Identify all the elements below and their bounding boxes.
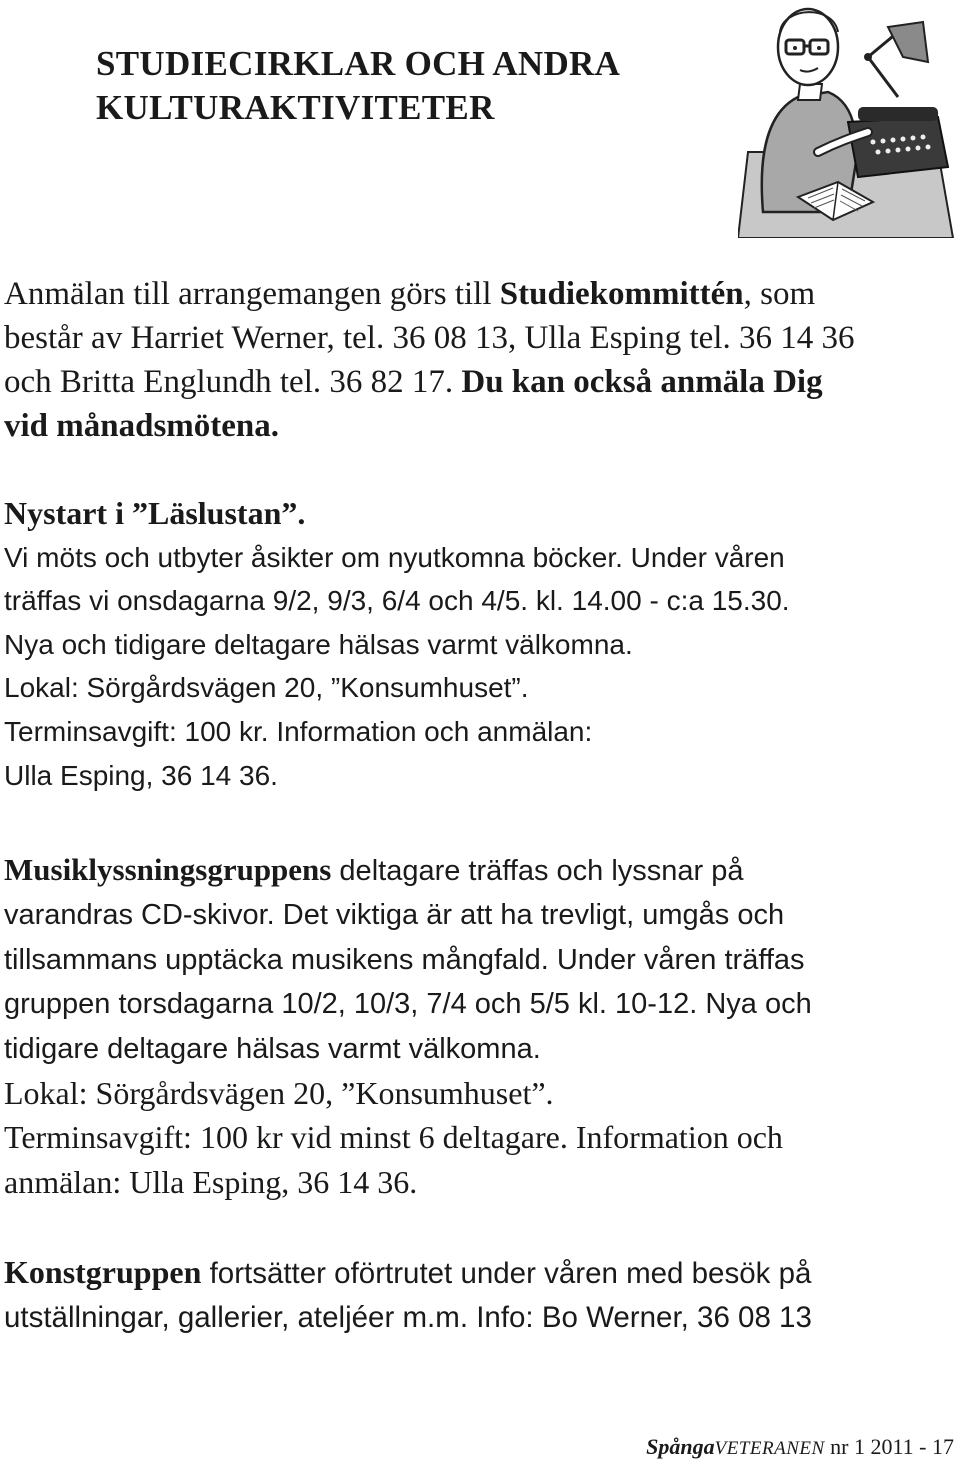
- man-at-typewriter-illustration: [738, 2, 960, 238]
- intro-paragraph: [4, 272, 854, 448]
- title-line-2: KULTURAKTIVITETER: [96, 88, 495, 127]
- intro-text: Anmälan till arrangemangen görs till: [4, 276, 500, 312]
- title-line-1: STUDIECIRKLAR OCH ANDRA: [96, 44, 621, 83]
- intro-line-4: [4, 404, 854, 448]
- page-title: [96, 42, 620, 130]
- musik-heading: Musiklyssningsgruppens: [4, 852, 332, 887]
- musik-line: gruppen torsdagarna 10/2, 10/3, 7/4 och 5/5 kl. 10-12. Nya och: [4, 988, 812, 1021]
- konst-line-1: [4, 1250, 812, 1296]
- laslustan-line: Terminsavgift: 100 kr. Information och anmälan:: [4, 715, 593, 747]
- intro-emphasis: Du kan också anmäla Dig: [461, 364, 823, 400]
- konst-section: [4, 1250, 812, 1340]
- intro-line-3: [4, 360, 854, 404]
- laslustan-line: träffas vi onsdagarna 9/2, 9/3, 6/4 och 4/5. kl. 14.00 - c:a 15.30.: [4, 585, 790, 617]
- konst-text: fortsätter oförtrutet under våren med besök på: [201, 1257, 812, 1290]
- musik-line-1: [4, 848, 812, 893]
- laslustan-section: [4, 492, 790, 797]
- laslustan-heading: Nystart i ”Läslustan”.: [4, 495, 306, 531]
- laslustan-line: Nya och tidigare deltagare hälsas varmt välkomna.: [4, 628, 633, 660]
- konst-line-2: utställningar, gallerier, ateljéer m.m. Info: Bo Werner, 36 08 13: [4, 1301, 812, 1334]
- intro-line-1: [4, 272, 854, 316]
- musik-section: [4, 848, 812, 1204]
- intro-line-2: består av Harriet Werner, tel. 36 08 13, Ulla Esping tel. 36 14 36: [4, 320, 855, 356]
- intro-text: och Britta Englundh tel. 36 82 17.: [4, 364, 462, 400]
- committee-name: Studiekommittén: [499, 276, 744, 312]
- musik-line: anmälan: Ulla Esping, 36 14 36.: [4, 1163, 418, 1200]
- page-footer: [646, 1434, 954, 1462]
- musik-text: deltagare träffas och lyssnar på: [331, 855, 744, 887]
- musik-line: tidigare deltagare hälsas varmt välkomna.: [4, 1032, 541, 1065]
- footer-brand-spanga: Spånga: [646, 1434, 715, 1459]
- musik-line: Lokal: Sörgårdsvägen 20, ”Konsumhuset”.: [4, 1075, 554, 1112]
- footer-brand-veteranen: VETERANEN: [714, 1438, 825, 1459]
- konst-heading: Konstgruppen: [4, 1254, 202, 1290]
- intro-text: , som: [743, 276, 816, 312]
- laslustan-line: Ulla Esping, 36 14 36.: [4, 759, 278, 791]
- musik-line: varandras CD-skivor. Det viktiga är att ha trevligt, umgås och: [4, 899, 785, 932]
- footer-issue: nr 1 2011 - 17: [824, 1434, 954, 1459]
- intro-emphasis: vid månadsmötena.: [4, 408, 280, 444]
- laslustan-line: Lokal: Sörgårdsvägen 20, ”Konsumhuset”.: [4, 672, 529, 704]
- musik-line: Terminsavgift: 100 kr vid minst 6 deltagare. Information och: [4, 1119, 783, 1156]
- laslustan-line: Vi möts och utbyter åsikter om nyutkomna böcker. Under våren: [4, 541, 785, 573]
- musik-line: tillsammans upptäcka musikens mångfald. Under våren träffas: [4, 943, 805, 976]
